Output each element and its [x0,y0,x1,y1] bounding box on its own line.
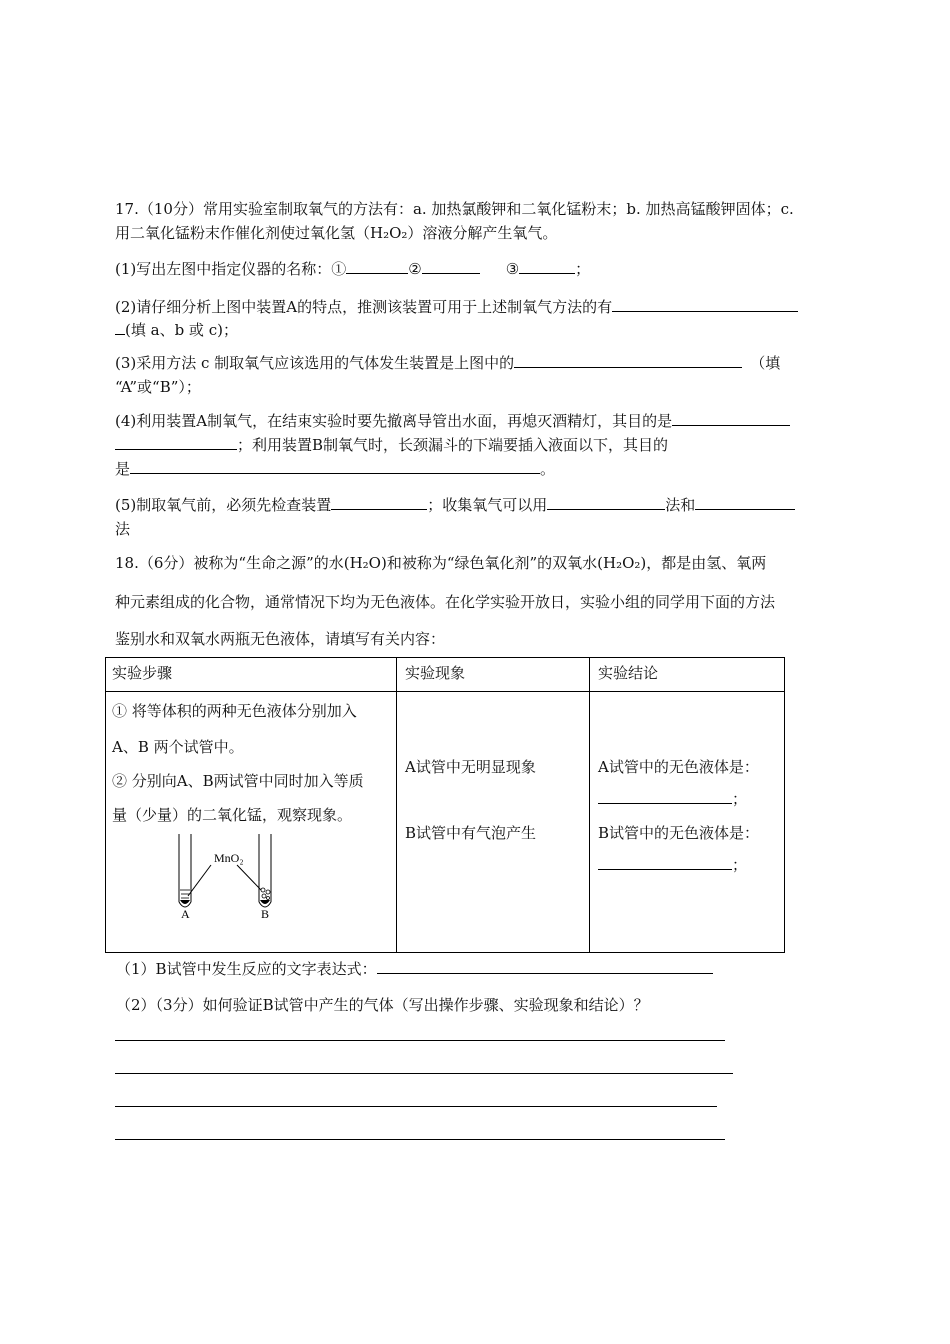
q17-part5-line2: 法 [115,520,131,538]
q17-part1-text: (1)写出左图中指定仪器的名称： [115,260,332,278]
answer-blank[interactable] [130,459,540,474]
conclusion-b-label: B试管中的无色液体是： [598,824,760,842]
conclusions-cell [590,692,784,952]
q17-line1: 17.（10分）常用实验室制取氧气的方法有：a. 加热氯酸钾和二氧化锰粉末；b. 加热高锰酸钾固体；c. [115,200,794,218]
q17-part4-line2: ；利用装置B制氧气时，长颈漏斗的下端要插入液面以下，其目的 [237,436,669,454]
marker-1: ① [331,260,347,278]
answer-blank[interactable] [547,495,665,510]
conclusion-b-answer [598,854,747,875]
answer-blank[interactable] [695,495,795,510]
answer-blank[interactable] [514,353,742,368]
q17-part3-fill: （填 [750,354,781,372]
answer-blank[interactable] [346,259,408,274]
q17-part2-line1: (2)请仔细分析上图中装置A的特点，推测该装置可用于上述制氧气方法的有 [115,298,613,316]
observations-cell [397,692,589,952]
answer-line[interactable] [115,1139,725,1140]
answer-blank[interactable] [422,259,480,274]
q17-part5 [115,494,795,515]
conclusion-a-label: A试管中的无色液体是： [598,758,759,776]
step-line: ② 分别向A、B两试管中同时加入等质 [112,772,364,790]
answer-line[interactable] [115,1073,733,1074]
observation-b: B试管中有气泡产生 [405,824,537,842]
q18-line1: 18.（6分）被称为“生命之源”的水(H₂O)和被称为“绿色氧化剂”的双氧水(H₂O₂)，都是由氢、氧两 [115,554,767,572]
header-conclusions: 实验结论 [598,664,659,682]
answer-blank[interactable] [598,855,732,870]
q17-part4-line3a: 是 [115,460,131,478]
q17-part5-a: (5)制取氧气前，必须先检查装置 [115,496,332,514]
q17-line2: 用二氧化锰粉末作催化剂使过氧化氢（H₂O₂）溶液分解产生氧气。 [115,224,558,242]
tube-b-label: B [261,907,270,921]
header-observations: 实验现象 [405,664,466,682]
answer-blank[interactable] [115,435,237,450]
answer-line[interactable] [115,1040,725,1041]
q17-part1 [115,258,590,279]
header-steps: 实验步骤 [112,664,173,682]
marker-2: ② [408,260,422,278]
test-tube-b-icon [259,834,271,907]
step-line: 量（少量）的二氧化锰，观察现象。 [112,806,353,824]
answer-blank[interactable] [598,789,732,804]
q17-part2-cont [115,319,238,340]
reagent-label: MnO₂ [214,851,244,865]
answer-line[interactable] [115,1106,717,1107]
step-line: ① 将等体积的两种无色液体分别加入 [112,702,357,720]
q17-part4-cont2 [115,458,555,479]
q17-part5-c: 法和 [665,496,696,514]
q17-part4-line1: (4)利用装置A制氧气，在结束实验时要先撤离导管出水面，再熄灭酒精灯，其目的是 [115,412,673,430]
conclusion-b-end: ； [732,856,748,874]
step-line: A、B 两个试管中。 [112,738,244,756]
answer-blank[interactable] [612,297,798,312]
experiment-table [105,657,785,953]
q17-part3-line2: “A”或“B”）； [115,378,201,396]
answer-blank[interactable] [115,320,125,335]
q18-sub1 [116,958,713,979]
answer-blank[interactable] [331,495,427,510]
pointer-line-b [237,865,261,890]
answer-blank[interactable] [672,411,790,426]
q17-part3-text: (3)采用方法 c 制取氧气应该选用的气体发生装置是上图中的 [115,354,515,372]
marker-3: ③ [505,260,520,278]
observation-a: A试管中无明显现象 [405,758,536,776]
q17-part5-b: ；收集氧气可以用 [427,496,548,514]
steps-cell [106,692,396,952]
q17-part4-line3b: 。 [540,460,556,478]
tube-a-label: A [181,907,190,921]
q17-part2-line2: (填 a、b 或 c)； [125,321,238,339]
part1-end: ； [575,260,591,278]
test-tubes-diagram [171,832,291,922]
q17-part4-cont [115,434,668,455]
answer-blank[interactable] [377,959,713,974]
q17-part2 [115,296,798,317]
q18-sub1-text: （1）B试管中发生反应的文字表达式： [116,960,377,978]
conclusion-a-answer [598,788,747,809]
q18-line2: 种元素组成的化合物，通常情况下均为无色液体。在化学实验开放日，实验小组的同学用下面的方法 [115,593,776,611]
q18-line3: 鉴别水和双氧水两瓶无色液体，请填写有关内容： [115,630,446,648]
q17-part3 [115,352,780,373]
test-tube-a-icon [179,834,191,907]
conclusion-a-end: ； [732,790,748,808]
q17-part4 [115,410,790,431]
q18-sub2: （2）（3分）如何验证B试管中产生的气体（写出操作步骤、实验现象和结论）？ [116,996,649,1014]
answer-blank[interactable] [519,259,575,274]
